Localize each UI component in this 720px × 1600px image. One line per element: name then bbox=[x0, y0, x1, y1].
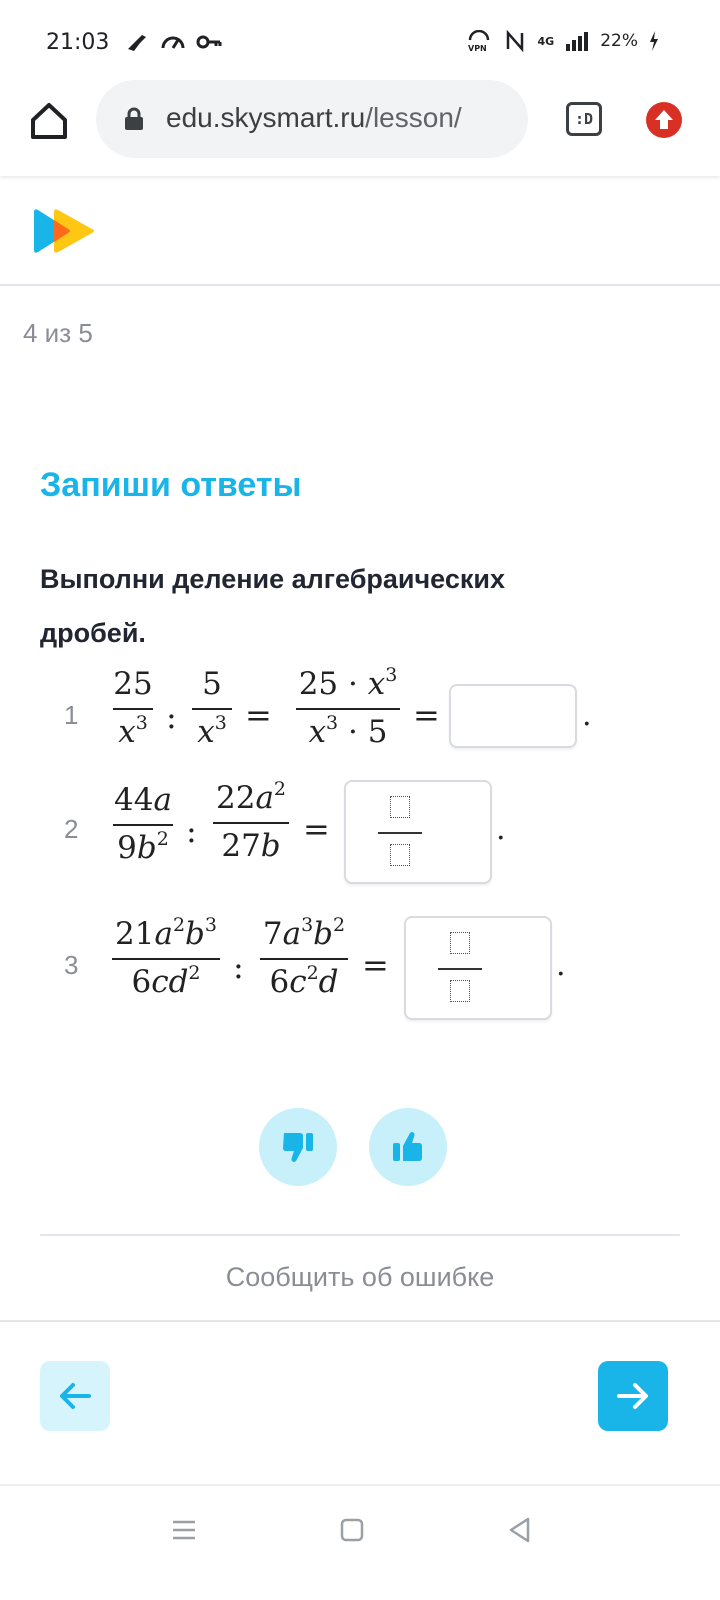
status-bar bbox=[0, 0, 720, 80]
divide-sign: : bbox=[233, 948, 244, 986]
browser-toolbar bbox=[0, 80, 720, 176]
divide-sign: : bbox=[166, 698, 177, 736]
equals-sign: = bbox=[413, 696, 440, 734]
task-description: Выполни деление алгебраических дробей. bbox=[40, 564, 505, 648]
answer-input-1[interactable] bbox=[449, 684, 577, 748]
key-icon bbox=[196, 31, 222, 53]
signal-icon bbox=[564, 30, 590, 52]
denominator-input[interactable] bbox=[450, 980, 470, 1002]
fraction-3b: $\frac{7a^3b^2}{6c^2d}$ bbox=[260, 916, 348, 1000]
progress-counter: 4 из 5 bbox=[23, 318, 93, 348]
arrow-left-icon bbox=[55, 1376, 95, 1416]
previous-button[interactable] bbox=[40, 1361, 110, 1431]
fraction-1b: $\frac{5}{x^3}$ bbox=[192, 666, 232, 750]
thumbs-down-icon bbox=[278, 1127, 318, 1167]
problem-number: 3 bbox=[64, 950, 79, 980]
fraction-bar bbox=[438, 968, 482, 970]
battery-percent: 22% bbox=[600, 31, 638, 51]
charging-icon bbox=[648, 30, 660, 52]
site-header bbox=[0, 176, 720, 286]
divider bbox=[0, 1320, 720, 1322]
next-button[interactable] bbox=[598, 1361, 668, 1431]
fraction-2a: $\frac{44a}{9b^2}$ bbox=[114, 782, 172, 866]
equals-sign: = bbox=[303, 810, 330, 848]
fraction-1c: $\frac{25 \cdot x^3}{x^3 \cdot 5}$ bbox=[296, 666, 400, 750]
problem-3 bbox=[0, 916, 720, 1022]
home-square-icon[interactable] bbox=[334, 1512, 370, 1548]
fraction-2b: $\frac{22a^2}{27b}$ bbox=[213, 780, 289, 864]
fraction-1a: $\frac{25}{x^3}$ bbox=[113, 666, 153, 750]
problem-2 bbox=[0, 780, 720, 886]
status-time: 21:03 bbox=[46, 30, 110, 55]
url-text bbox=[166, 102, 511, 134]
update-button[interactable] bbox=[646, 102, 682, 138]
problem-number: 1 bbox=[64, 700, 79, 730]
equals-sign: = bbox=[245, 696, 272, 734]
divider bbox=[40, 1234, 680, 1236]
status-right bbox=[466, 30, 660, 52]
lock-icon bbox=[124, 107, 144, 131]
arrow-right-icon bbox=[613, 1376, 653, 1416]
task-title: Запиши ответы bbox=[40, 466, 302, 504]
like-button[interactable] bbox=[369, 1108, 447, 1186]
system-navigation-bar bbox=[0, 1484, 720, 1600]
problem-1 bbox=[0, 664, 720, 764]
status-left-icons bbox=[124, 31, 222, 53]
tab-switcher-button[interactable]: :D bbox=[566, 102, 602, 136]
answer-fraction-box-2 bbox=[344, 780, 492, 884]
address-bar[interactable] bbox=[96, 80, 528, 158]
arrow-up-icon bbox=[646, 102, 682, 138]
broom-icon bbox=[124, 31, 150, 53]
nfc-icon bbox=[502, 30, 528, 52]
speed-icon bbox=[160, 31, 186, 53]
menu-icon[interactable] bbox=[166, 1512, 202, 1548]
equals-sign: = bbox=[362, 946, 389, 984]
period: . bbox=[556, 948, 566, 983]
fraction-3a: $\frac{21a^2b^3}{6cd^2}$ bbox=[112, 916, 220, 1000]
answer-fraction-box-3 bbox=[404, 916, 552, 1020]
problem-number: 2 bbox=[64, 814, 79, 844]
numerator-input[interactable] bbox=[390, 796, 410, 818]
fraction-bar bbox=[378, 832, 422, 834]
denominator-input[interactable] bbox=[390, 844, 410, 866]
divide-sign: : bbox=[186, 812, 197, 850]
url-path: /lesson/ bbox=[365, 102, 462, 133]
vpn-icon bbox=[466, 30, 492, 52]
period: . bbox=[496, 812, 506, 847]
report-error-link[interactable]: Сообщить об ошибке bbox=[225, 1262, 495, 1292]
numerator-input[interactable] bbox=[450, 932, 470, 954]
back-triangle-icon[interactable] bbox=[502, 1512, 538, 1548]
skysmart-logo[interactable] bbox=[32, 208, 98, 254]
dislike-button[interactable] bbox=[259, 1108, 337, 1186]
period: . bbox=[582, 698, 592, 733]
svg-text:VPN: VPN bbox=[467, 44, 487, 52]
network-label: 4G bbox=[537, 34, 555, 48]
url-host: edu.skysmart.ru bbox=[166, 102, 366, 133]
home-icon[interactable] bbox=[28, 100, 70, 142]
thumbs-up-icon bbox=[388, 1127, 428, 1167]
